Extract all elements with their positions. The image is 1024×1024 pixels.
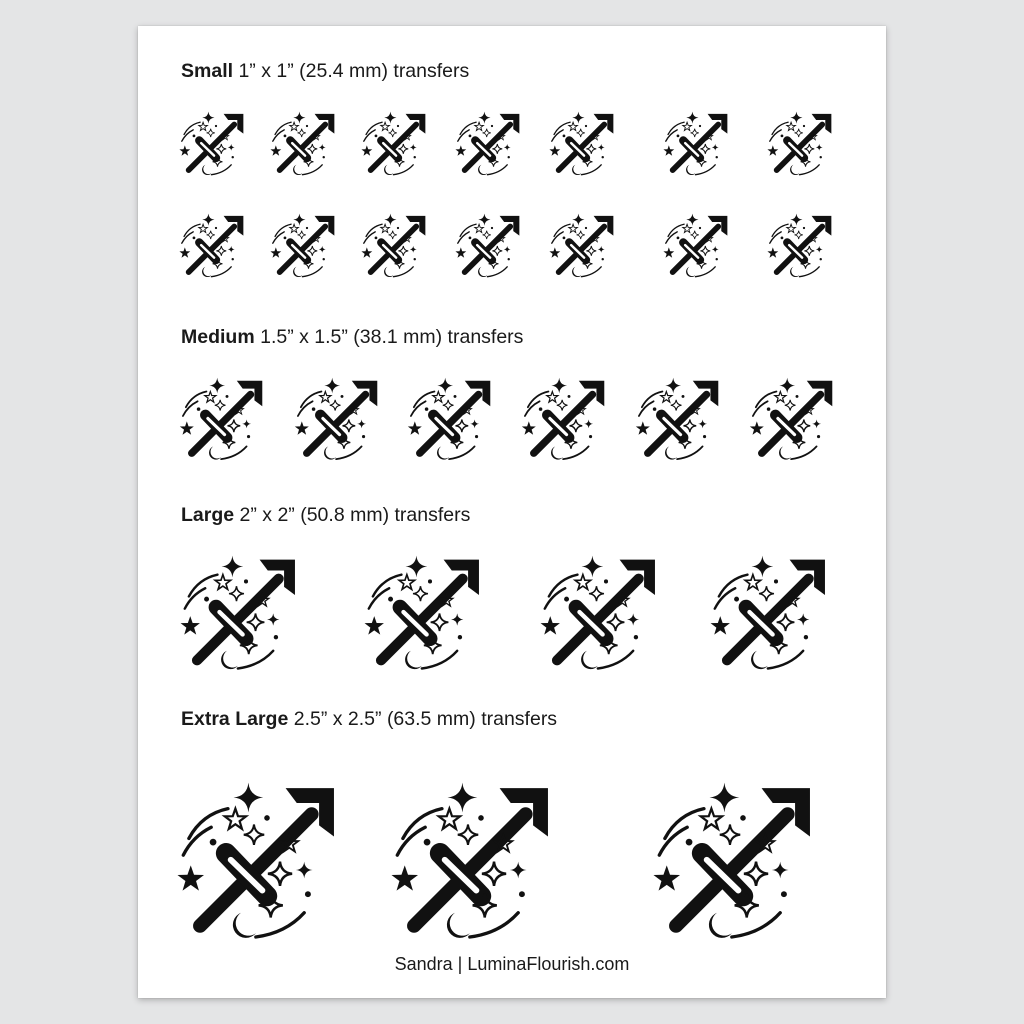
sagittarius-arrow-icon: [406, 368, 504, 466]
sagittarius-arrow-icon: [362, 542, 498, 678]
sagittarius-arrow-icon: [178, 368, 276, 466]
section-spec: 1.5” x 1.5” (38.1 mm) transfers: [260, 326, 524, 348]
section-label: Small: [181, 60, 234, 82]
sagittarius-arrow-icon: [454, 206, 530, 282]
section-heading-large: [181, 504, 470, 527]
section-label: Large: [181, 504, 235, 526]
sagittarius-arrow-icon: [388, 764, 574, 950]
sagittarius-arrow-icon: [269, 104, 345, 180]
sagittarius-arrow-icon: [178, 104, 254, 180]
sagittarius-arrow-icon: [538, 542, 674, 678]
section-heading-extra-large: [181, 708, 557, 731]
section-heading-medium: [181, 326, 523, 349]
sagittarius-arrow-icon: [766, 104, 842, 180]
sagittarius-arrow-icon: [766, 206, 842, 282]
sagittarius-arrow-icon: [178, 542, 314, 678]
sagittarius-arrow-icon: [662, 104, 738, 180]
section-spec: 1” x 1” (25.4 mm) transfers: [238, 60, 470, 82]
section-spec: 2” x 2” (50.8 mm) transfers: [239, 504, 471, 526]
sagittarius-arrow-icon: [454, 104, 530, 180]
sagittarius-arrow-icon: [174, 764, 360, 950]
sagittarius-arrow-icon: [650, 764, 836, 950]
sagittarius-arrow-icon: [708, 542, 844, 678]
sagittarius-arrow-icon: [360, 104, 436, 180]
sagittarius-arrow-icon: [293, 368, 391, 466]
section-heading-small: [181, 60, 469, 83]
sagittarius-arrow-icon: [520, 368, 618, 466]
sagittarius-arrow-icon: [548, 104, 624, 180]
sagittarius-arrow-icon: [634, 368, 732, 466]
sagittarius-arrow-icon: [360, 206, 436, 282]
footer-credit: Sandra | LuminaFlourish.com: [394, 954, 630, 974]
sagittarius-arrow-icon: [662, 206, 738, 282]
sagittarius-arrow-icon: [269, 206, 345, 282]
sagittarius-arrow-icon: [178, 206, 254, 282]
section-label: Medium: [181, 326, 255, 348]
section-spec: 2.5” x 2.5” (63.5 mm) transfers: [293, 708, 558, 730]
sagittarius-arrow-icon: [748, 368, 846, 466]
sagittarius-arrow-icon: [548, 206, 624, 282]
transfer-sheet: [138, 26, 886, 998]
section-label: Extra Large: [181, 708, 289, 730]
